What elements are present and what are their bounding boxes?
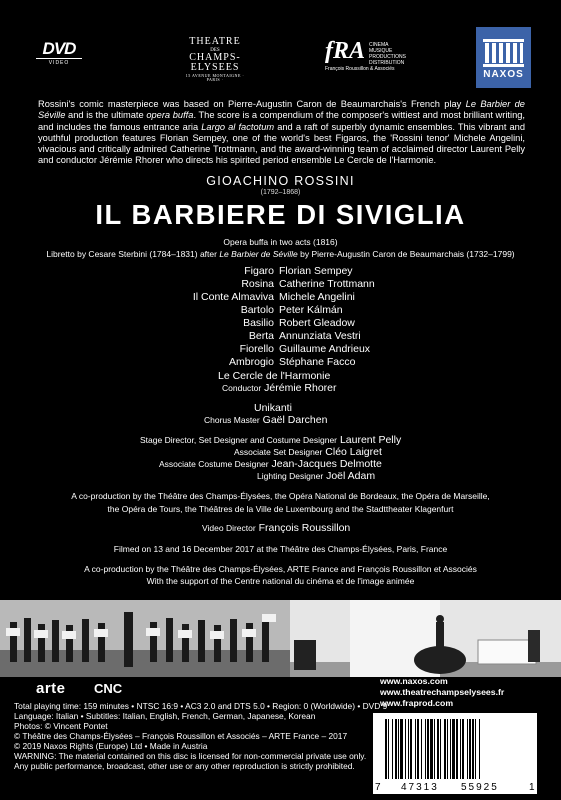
lighting-credit: [257, 470, 375, 482]
cast-role: Berta: [248, 330, 274, 342]
cast-role: Ambrogio: [229, 356, 274, 368]
cast-role: Il Conte Almaviva: [192, 291, 274, 303]
filmed-info: Filmed on 13 and 16 December 2017 at the Théâtre des Champs-Élysées, Paris, France: [113, 544, 448, 554]
cast-row: [150, 343, 450, 356]
stage-director-name: Laurent Pelly: [339, 434, 402, 446]
cast-role: Bartolo: [240, 304, 274, 316]
barcode-bar: [444, 719, 446, 779]
assoc-costume-credit: [159, 458, 382, 470]
intro-italic-2: opera buffa: [146, 110, 194, 121]
coproduction-2-line-a: A co-production by the Théâtre des Champs-Élysées, ARTE France and François Roussillon et Associés: [84, 564, 477, 574]
info-line-1: Total playing time: 159 minutes • NTSC 16:9 • AC3 2.0 and DTS 5.0 • Region: 0 (Worldwide) • DVD 9: [14, 701, 388, 711]
cast-performer: Guillaume Andrieux: [279, 343, 371, 355]
video-director-name: François Roussillon: [258, 522, 351, 534]
cast-role: Rosina: [241, 278, 274, 290]
conductor-name: Jérémie Rhorer: [264, 382, 337, 394]
conductor-label: Conductor: [222, 383, 262, 393]
barcode-bar: [392, 719, 393, 779]
info-line-2: Language: Italian • Subtitles: Italian, English, French, German, Japanese, Korean: [14, 711, 316, 721]
barcode-bar: [447, 719, 448, 779]
theatre-logo-line3: CHAMPS-ELYSEES: [189, 51, 241, 74]
dvd-logo-text: DVD: [42, 39, 76, 58]
libretto-credit: [0, 249, 561, 259]
assoc-costume-name: Jean-Jacques Delmotte: [271, 458, 382, 470]
cast-performer: Florian Sempey: [279, 265, 353, 277]
fra-text-1: CINEMA: [369, 42, 389, 48]
cast-row: [150, 330, 450, 343]
cast-row: [150, 265, 450, 278]
lighting-name: Joël Adam: [326, 470, 376, 482]
stage-director-credit: [140, 434, 401, 446]
fra-logo-mark: fRA: [325, 38, 366, 64]
barcode-digits-group-2: 55925: [461, 782, 499, 793]
barcode-bar: [475, 719, 476, 779]
assoc-set-label: Associate Set Designer: [234, 447, 323, 457]
cast-row: [150, 304, 450, 317]
cast-role: Fiorello: [239, 343, 274, 355]
barcode-bar: [405, 719, 406, 779]
fra-text-2: MUSIQUE: [369, 48, 393, 54]
libretto-italic: Le Barbier de Séville: [219, 249, 298, 259]
barcode-bar: [456, 719, 458, 779]
cast-role: Basilio: [243, 317, 274, 329]
barcode-bar: [425, 719, 426, 779]
barcode-bar: [430, 719, 433, 779]
cast-performer: Annunziata Vestri: [279, 330, 361, 342]
barcode-bar: [462, 719, 464, 779]
barcode: [373, 713, 537, 794]
barcode-bar: [469, 719, 471, 779]
dvd-video-logo: [36, 40, 82, 66]
cast-role: Figaro: [244, 265, 274, 277]
arte-logo: arte: [36, 680, 66, 697]
chorus-master-label: Chorus Master: [204, 415, 260, 425]
cast-performer: Robert Gleadow: [279, 317, 355, 329]
production-photo-rosina: [290, 600, 561, 677]
barcode-bar: [440, 719, 441, 779]
barcode-bar: [450, 719, 451, 779]
naxos-website-link[interactable]: www.naxos.com: [380, 676, 448, 686]
info-line-3: Photos: © Vincent Pontet: [14, 721, 108, 731]
barcode-bar: [408, 719, 409, 779]
chorus-name: Unikanti: [254, 402, 292, 414]
production-photo-chorus: [0, 600, 290, 677]
theatre-website-link[interactable]: www.theatrechampselysees.fr: [380, 687, 505, 697]
barcode-bar: [434, 719, 435, 779]
barcode-bar: [410, 719, 412, 779]
fraprod-website-link[interactable]: www.fraprod.com: [380, 698, 454, 708]
barcode-bar: [417, 719, 419, 779]
cast-performer: Peter Kálmán: [279, 304, 343, 316]
intro-text-4: and a raft of superbly dynamic ensembles. This vibrant and youthful production features Florian Sempey, one of the world's best Figaros, the 'Rossini tenor' Michele Angelini, vivacious and critically admired Catherine Trottmann, and the award-winning team of acclaimed director Laurent Pelly and conductor Jérémie Rhorer who directs his spirited period ensemble Le Cercle de l'Harmonie.: [38, 121, 526, 166]
coproduction-1-line-a: A co-production by the Théâtre des Champs-Élysées, the Opéra National de Bordeaux, the Opéra de Marseille,: [71, 491, 490, 501]
libretto-text-b: by Pierre-Augustin Caron de Beaumarchais (1732–1799): [297, 249, 515, 259]
intro-text-3: . The score is a compendium of the composer's wittiest and most brilliant writing, and includes the famous entrance aria: [38, 110, 525, 132]
barcode-bar: [460, 719, 461, 779]
cast-list: [150, 265, 450, 369]
cast-performer: Michele Angelini: [279, 291, 355, 303]
barcode-bar: [398, 719, 399, 779]
barcode-digit-right: 1: [529, 782, 537, 793]
barcode-bar: [437, 719, 439, 779]
info-line-6: WARNING: The material contained on this disc is licensed for non-commercial private use only.: [14, 751, 367, 761]
info-line-5: © 2019 Naxos Rights (Europe) Ltd • Made in Austria: [14, 741, 208, 751]
opera-subtitle: Opera buffa in two acts (1816): [223, 237, 338, 247]
composer-years: (1792–1868): [260, 189, 301, 196]
barcode-bars-icon: [373, 713, 537, 794]
libretto-text-a: Libretto by Cesare Sterbini (1784–1831) after: [46, 249, 220, 259]
barcode-bar: [415, 719, 416, 779]
naxos-logo: [476, 27, 531, 88]
barcode-bar: [385, 719, 387, 779]
naxos-logo-text: NAXOS: [483, 69, 524, 80]
assoc-set-name: Cléo Laigret: [325, 446, 382, 458]
cast-performer: Catherine Trottmann: [279, 278, 375, 290]
chorus-master-name: Gaël Darchen: [262, 414, 328, 426]
orchestra-name: Le Cercle de l'Harmonie: [218, 370, 331, 382]
barcode-bar: [400, 719, 403, 779]
video-director-credit: [202, 522, 350, 534]
intro-text-2: and is the ultimate: [65, 110, 147, 121]
barcode-bar: [421, 719, 422, 779]
info-line-7: Any public performance, broadcast, other use or any other reproduction is strictly prohibited.: [14, 761, 355, 771]
video-director-label: Video Director: [202, 523, 256, 533]
theatre-champs-elysees-logo: [180, 37, 250, 82]
barcode-bar: [395, 719, 397, 779]
barcode-bar: [452, 719, 455, 779]
fra-text-3: PRODUCTIONS: [369, 54, 406, 60]
lighting-label: Lighting Designer: [257, 471, 324, 481]
stage-director-label: Stage Director, Set Designer and Costume Designer: [140, 435, 338, 445]
composer-name: GIOACHINO ROSSINI: [206, 174, 355, 188]
intro-italic-3: Largo al factotum: [201, 121, 275, 132]
coproduction-2-line-b: With the support of the Centre national du cinéma et de l'image animée: [146, 576, 415, 586]
assoc-costume-label: Associate Costume Designer: [159, 459, 269, 469]
theatre-logo-line1: THEATRE: [189, 36, 241, 47]
barcode-bar: [388, 719, 389, 779]
opera-title: IL BARBIERE DI SIVIGLIA: [95, 199, 466, 230]
coproduction-1-line-b: the Opéra de Tours, the Théâtres de la Ville de Luxembourg and the Stadttheater Klagenfurt: [107, 504, 454, 514]
theatre-logo-line2: DES: [210, 47, 220, 53]
barcode-bar: [467, 719, 468, 779]
chorus-scene-illustration: [0, 600, 290, 677]
dvd-logo-subtext: VIDEO: [36, 58, 82, 66]
cast-row: [150, 317, 450, 330]
intro-italic-1: Le Barbier de Séville: [38, 99, 525, 121]
barcode-bar: [427, 719, 429, 779]
barcode-digits-group-1: 47313: [401, 782, 439, 793]
naxos-columns-icon: [483, 39, 524, 67]
barcode-digit-left: 7: [375, 782, 383, 793]
info-line-4: © Théâtre des Champs-Élysées – François Roussillon et Associés – ARTE France – 2017: [14, 731, 348, 741]
theatre-logo-line4: 15 AVENUE MONTAIGNE · PARIS ·: [185, 72, 245, 82]
fra-text-5: François Roussillon & Associés: [325, 66, 395, 72]
cast-performer: Stéphane Facco: [279, 356, 356, 368]
cast-row: [150, 278, 450, 291]
barcode-bar: [479, 719, 480, 779]
rosina-scene-illustration: [290, 600, 561, 677]
cast-row: [150, 356, 450, 369]
barcode-bar: [472, 719, 474, 779]
cast-row: [150, 291, 450, 304]
intro-text-1: Rossini's comic masterpiece was based on Pierre-Augustin Caron de Beaumarchais's French play: [38, 99, 466, 109]
cnc-logo: CNC: [94, 681, 123, 696]
intro-paragraph: [38, 99, 525, 167]
assoc-set-credit: [234, 446, 382, 458]
fra-text-4: DISTRIBUTION: [369, 60, 405, 66]
fra-productions-logo: [325, 40, 435, 72]
conductor-credit: [222, 382, 337, 394]
chorus-master-credit: [204, 414, 327, 426]
